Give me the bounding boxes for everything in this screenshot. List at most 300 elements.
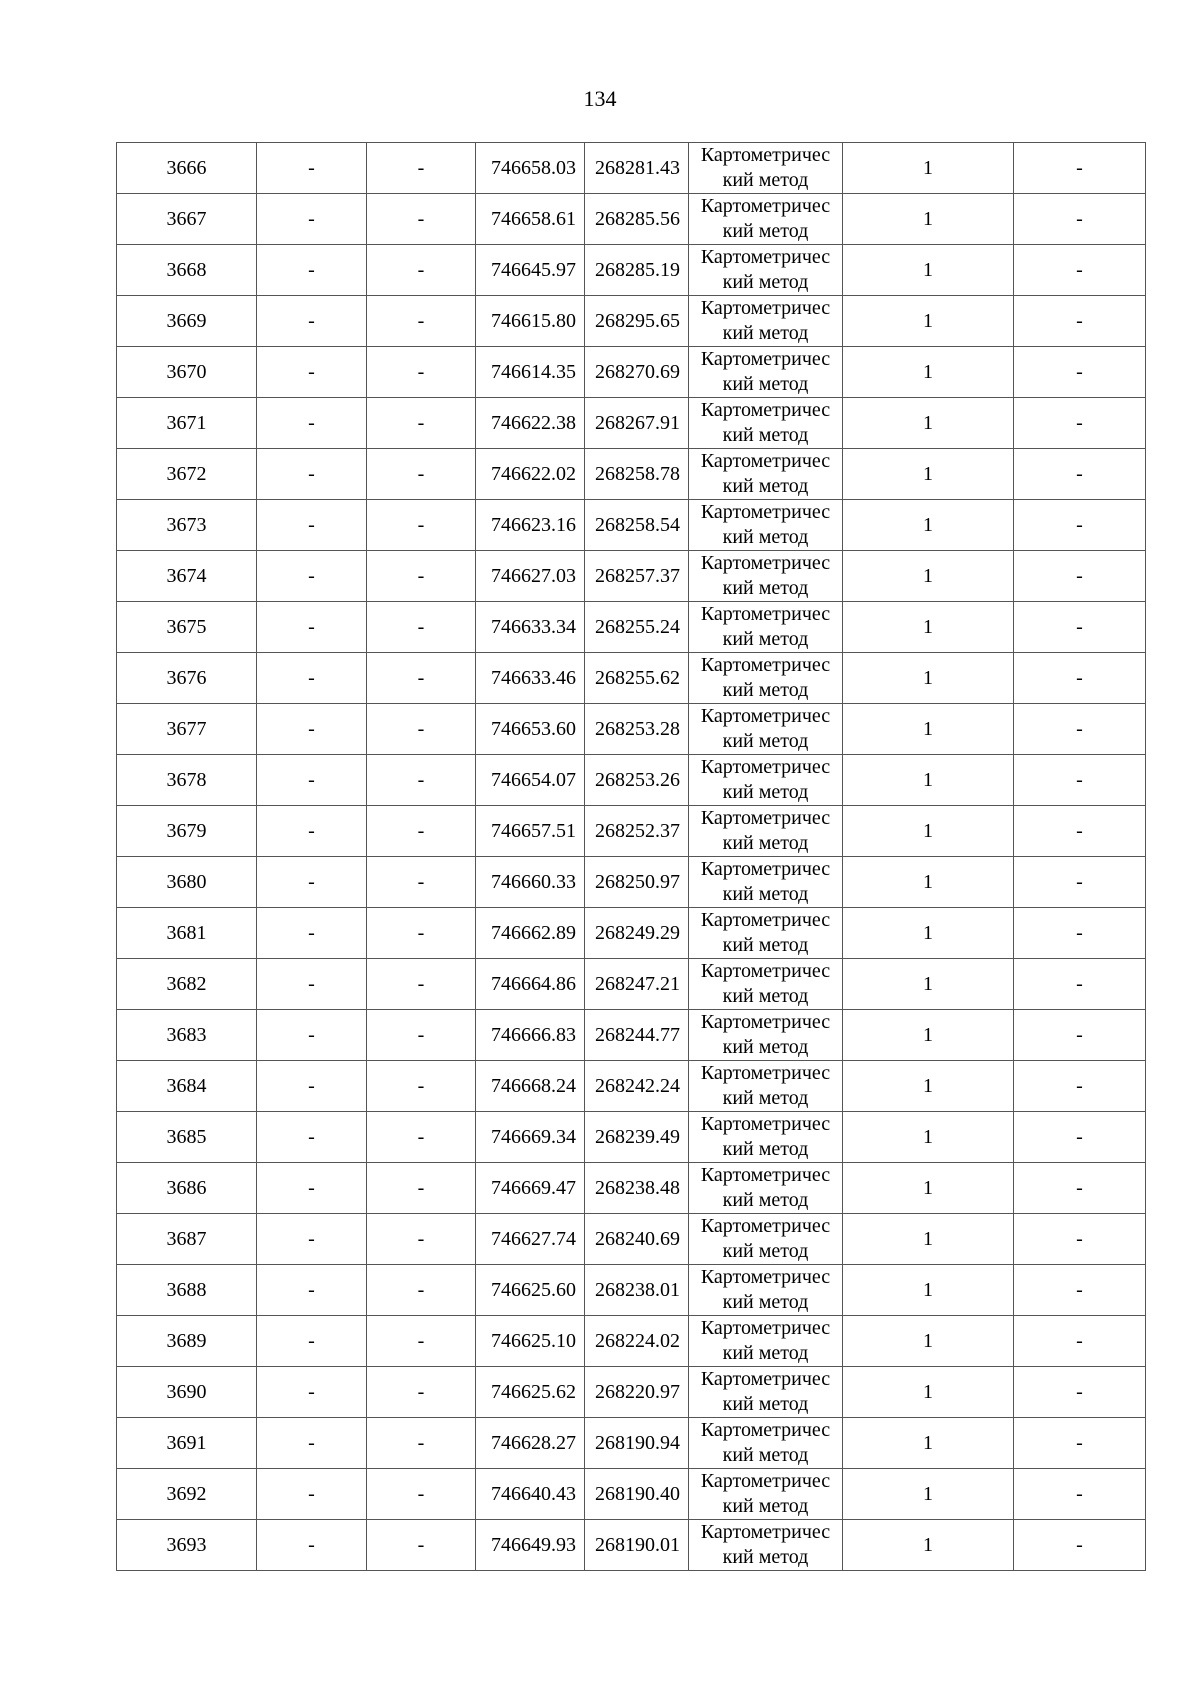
empty-cell: - [1014,347,1146,398]
point-number-cell: 3672 [117,449,257,500]
point-number-cell: 3668 [117,245,257,296]
y-coordinate-cell: 268190.94 [585,1418,689,1469]
table-body [117,143,1146,1571]
method-line-1: Картометричес [700,1521,831,1543]
method-line-1: Картометричес [700,807,831,829]
method-cell [689,1112,843,1163]
method-cell [689,857,843,908]
empty-cell: - [257,500,367,551]
table-row [117,1418,1146,1469]
empty-cell: - [1014,1010,1146,1061]
method-cell [689,602,843,653]
method-line-1: Картометричес [700,654,831,676]
method-line-2: кий метод [722,322,809,344]
method-cell [689,347,843,398]
accuracy-cell: 1 [843,857,1014,908]
table-row [117,398,1146,449]
point-number-cell: 3681 [117,908,257,959]
empty-cell: - [367,194,476,245]
table-row [117,194,1146,245]
point-number-cell: 3689 [117,1316,257,1367]
table-row [117,1469,1146,1520]
accuracy-cell: 1 [843,1163,1014,1214]
point-number-cell: 3678 [117,755,257,806]
accuracy-cell: 1 [843,1010,1014,1061]
x-coordinate-cell: 746658.03 [476,143,585,194]
y-coordinate-cell: 268255.62 [585,653,689,704]
method-line-1: Картометричес [700,246,831,268]
empty-cell: - [367,1469,476,1520]
empty-cell: - [257,1316,367,1367]
empty-cell: - [257,296,367,347]
method-cell [689,143,843,194]
accuracy-cell: 1 [843,245,1014,296]
table-row [117,296,1146,347]
point-number-cell: 3685 [117,1112,257,1163]
empty-cell: - [1014,1214,1146,1265]
method-line-1: Картометричес [700,960,831,982]
accuracy-cell: 1 [843,194,1014,245]
point-number-cell: 3666 [117,143,257,194]
empty-cell: - [257,602,367,653]
empty-cell: - [1014,959,1146,1010]
point-number-cell: 3669 [117,296,257,347]
table-row [117,857,1146,908]
empty-cell: - [257,857,367,908]
y-coordinate-cell: 268240.69 [585,1214,689,1265]
point-number-cell: 3687 [117,1214,257,1265]
accuracy-cell: 1 [843,908,1014,959]
x-coordinate-cell: 746666.83 [476,1010,585,1061]
method-line-2: кий метод [722,985,809,1007]
table-row [117,245,1146,296]
y-coordinate-cell: 268285.56 [585,194,689,245]
y-coordinate-cell: 268190.01 [585,1520,689,1571]
accuracy-cell: 1 [843,755,1014,806]
method-line-2: кий метод [722,475,809,497]
method-line-2: кий метод [722,220,809,242]
x-coordinate-cell: 746614.35 [476,347,585,398]
method-cell [689,1061,843,1112]
empty-cell: - [1014,755,1146,806]
empty-cell: - [1014,806,1146,857]
method-cell [689,500,843,551]
method-cell [689,704,843,755]
empty-cell: - [257,755,367,806]
method-line-2: кий метод [722,577,809,599]
point-number-cell: 3679 [117,806,257,857]
table-row [117,704,1146,755]
x-coordinate-cell: 746623.16 [476,500,585,551]
empty-cell: - [1014,1265,1146,1316]
x-coordinate-cell: 746653.60 [476,704,585,755]
method-line-2: кий метод [722,1393,809,1415]
table-row [117,1061,1146,1112]
x-coordinate-cell: 746654.07 [476,755,585,806]
point-number-cell: 3684 [117,1061,257,1112]
method-cell [689,1265,843,1316]
table-row [117,1112,1146,1163]
accuracy-cell: 1 [843,1367,1014,1418]
y-coordinate-cell: 268270.69 [585,347,689,398]
table-row [117,959,1146,1010]
method-line-1: Картометричес [700,1215,831,1237]
empty-cell: - [367,1316,476,1367]
empty-cell: - [367,857,476,908]
method-line-1: Картометричес [700,144,831,166]
point-number-cell: 3682 [117,959,257,1010]
empty-cell: - [257,1367,367,1418]
table-row [117,602,1146,653]
method-line-2: кий метод [722,883,809,905]
method-line-2: кий метод [722,271,809,293]
point-number-cell: 3677 [117,704,257,755]
table-row [117,1163,1146,1214]
accuracy-cell: 1 [843,1061,1014,1112]
point-number-cell: 3690 [117,1367,257,1418]
method-line-2: кий метод [722,1495,809,1517]
accuracy-cell: 1 [843,704,1014,755]
method-cell [689,1469,843,1520]
table-row [117,143,1146,194]
accuracy-cell: 1 [843,1469,1014,1520]
empty-cell: - [1014,398,1146,449]
table-row [117,1316,1146,1367]
empty-cell: - [257,959,367,1010]
empty-cell: - [367,1520,476,1571]
point-number-cell: 3683 [117,1010,257,1061]
table-row [117,1265,1146,1316]
y-coordinate-cell: 268250.97 [585,857,689,908]
method-line-2: кий метод [722,169,809,191]
point-number-cell: 3688 [117,1265,257,1316]
method-line-1: Картометричес [700,1470,831,1492]
accuracy-cell: 1 [843,296,1014,347]
y-coordinate-cell: 268220.97 [585,1367,689,1418]
method-line-2: кий метод [722,1444,809,1466]
x-coordinate-cell: 746625.62 [476,1367,585,1418]
page-number: 134 [583,86,617,111]
method-line-1: Картометричес [700,1266,831,1288]
method-line-1: Картометричес [700,858,831,880]
x-coordinate-cell: 746627.03 [476,551,585,602]
method-line-2: кий метод [722,1189,809,1211]
accuracy-cell: 1 [843,551,1014,602]
empty-cell: - [1014,653,1146,704]
method-cell [689,1520,843,1571]
empty-cell: - [1014,602,1146,653]
method-line-1: Картометричес [700,552,831,574]
table-row [117,551,1146,602]
method-cell [689,194,843,245]
x-coordinate-cell: 746640.43 [476,1469,585,1520]
empty-cell: - [1014,857,1146,908]
x-coordinate-cell: 746622.02 [476,449,585,500]
accuracy-cell: 1 [843,347,1014,398]
empty-cell: - [367,449,476,500]
point-number-cell: 3671 [117,398,257,449]
empty-cell: - [257,1265,367,1316]
empty-cell: - [367,1061,476,1112]
empty-cell: - [257,143,367,194]
x-coordinate-cell: 746664.86 [476,959,585,1010]
point-number-cell: 3680 [117,857,257,908]
empty-cell: - [257,1214,367,1265]
empty-cell: - [257,1418,367,1469]
empty-cell: - [1014,1367,1146,1418]
table-row [117,1214,1146,1265]
method-line-1: Картометричес [700,1164,831,1186]
empty-cell: - [367,245,476,296]
method-line-1: Картометричес [700,1317,831,1339]
method-line-2: кий метод [722,781,809,803]
empty-cell: - [1014,551,1146,602]
table-row [117,653,1146,704]
x-coordinate-cell: 746645.97 [476,245,585,296]
empty-cell: - [257,245,367,296]
method-cell [689,1163,843,1214]
method-line-2: кий метод [722,424,809,446]
x-coordinate-cell: 746628.27 [476,1418,585,1469]
empty-cell: - [257,551,367,602]
empty-cell: - [1014,1112,1146,1163]
empty-cell: - [257,653,367,704]
method-cell [689,1214,843,1265]
y-coordinate-cell: 268238.48 [585,1163,689,1214]
x-coordinate-cell: 746625.10 [476,1316,585,1367]
method-cell [689,1418,843,1469]
empty-cell: - [1014,1469,1146,1520]
point-number-cell: 3686 [117,1163,257,1214]
empty-cell: - [1014,1418,1146,1469]
empty-cell: - [1014,194,1146,245]
method-line-2: кий метод [722,1240,809,1262]
point-number-cell: 3676 [117,653,257,704]
empty-cell: - [367,704,476,755]
empty-cell: - [367,551,476,602]
table-row [117,1010,1146,1061]
empty-cell: - [367,1265,476,1316]
method-line-1: Картометричес [700,1368,831,1390]
empty-cell: - [257,1061,367,1112]
y-coordinate-cell: 268244.77 [585,1010,689,1061]
table-row [117,500,1146,551]
method-line-2: кий метод [722,730,809,752]
empty-cell: - [367,398,476,449]
accuracy-cell: 1 [843,1214,1014,1265]
empty-cell: - [257,1520,367,1571]
y-coordinate-cell: 268249.29 [585,908,689,959]
y-coordinate-cell: 268252.37 [585,806,689,857]
accuracy-cell: 1 [843,1112,1014,1163]
y-coordinate-cell: 268258.54 [585,500,689,551]
method-line-2: кий метод [722,373,809,395]
empty-cell: - [367,908,476,959]
y-coordinate-cell: 268238.01 [585,1265,689,1316]
accuracy-cell: 1 [843,143,1014,194]
method-cell [689,398,843,449]
method-cell [689,245,843,296]
table-row [117,755,1146,806]
table-row [117,347,1146,398]
method-cell [689,959,843,1010]
accuracy-cell: 1 [843,653,1014,704]
point-number-cell: 3670 [117,347,257,398]
point-number-cell: 3691 [117,1418,257,1469]
empty-cell: - [257,398,367,449]
method-line-2: кий метод [722,1138,809,1160]
point-number-cell: 3673 [117,500,257,551]
point-number-cell: 3692 [117,1469,257,1520]
empty-cell: - [367,959,476,1010]
method-line-1: Картометричес [700,348,831,370]
y-coordinate-cell: 268255.24 [585,602,689,653]
method-line-2: кий метод [722,1546,809,1568]
method-cell [689,653,843,704]
x-coordinate-cell: 746633.46 [476,653,585,704]
empty-cell: - [257,1112,367,1163]
method-line-1: Картометричес [700,1011,831,1033]
empty-cell: - [1014,143,1146,194]
table-row [117,908,1146,959]
method-cell [689,296,843,347]
method-line-1: Картометричес [700,450,831,472]
method-line-1: Картометричес [700,399,831,421]
y-coordinate-cell: 268247.21 [585,959,689,1010]
table-row [117,806,1146,857]
table-row [117,1367,1146,1418]
accuracy-cell: 1 [843,449,1014,500]
empty-cell: - [1014,1316,1146,1367]
method-line-1: Картометричес [700,1113,831,1135]
y-coordinate-cell: 268281.43 [585,143,689,194]
x-coordinate-cell: 746615.80 [476,296,585,347]
y-coordinate-cell: 268239.49 [585,1112,689,1163]
method-cell [689,806,843,857]
x-coordinate-cell: 746649.93 [476,1520,585,1571]
method-line-1: Картометричес [700,705,831,727]
accuracy-cell: 1 [843,398,1014,449]
method-line-1: Картометричес [700,1419,831,1441]
accuracy-cell: 1 [843,806,1014,857]
point-number-cell: 3693 [117,1520,257,1571]
empty-cell: - [367,1112,476,1163]
accuracy-cell: 1 [843,1520,1014,1571]
method-cell [689,908,843,959]
accuracy-cell: 1 [843,959,1014,1010]
method-line-1: Картометричес [700,756,831,778]
method-line-1: Картометричес [700,195,831,217]
y-coordinate-cell: 268242.24 [585,1061,689,1112]
y-coordinate-cell: 268258.78 [585,449,689,500]
method-line-1: Картометричес [700,909,831,931]
empty-cell: - [257,806,367,857]
empty-cell: - [257,908,367,959]
accuracy-cell: 1 [843,602,1014,653]
method-line-2: кий метод [722,526,809,548]
x-coordinate-cell: 746662.89 [476,908,585,959]
method-line-2: кий метод [722,934,809,956]
table-row [117,449,1146,500]
method-cell [689,1010,843,1061]
accuracy-cell: 1 [843,1265,1014,1316]
x-coordinate-cell: 746627.74 [476,1214,585,1265]
x-coordinate-cell: 746668.24 [476,1061,585,1112]
coordinates-table [116,142,1146,1571]
empty-cell: - [367,500,476,551]
x-coordinate-cell: 746669.34 [476,1112,585,1163]
empty-cell: - [1014,296,1146,347]
empty-cell: - [367,1214,476,1265]
y-coordinate-cell: 268253.28 [585,704,689,755]
empty-cell: - [1014,704,1146,755]
empty-cell: - [1014,500,1146,551]
method-line-2: кий метод [722,679,809,701]
empty-cell: - [1014,1163,1146,1214]
empty-cell: - [367,143,476,194]
x-coordinate-cell: 746660.33 [476,857,585,908]
method-cell [689,1316,843,1367]
empty-cell: - [1014,1061,1146,1112]
empty-cell: - [367,1010,476,1061]
x-coordinate-cell: 746622.38 [476,398,585,449]
empty-cell: - [257,1163,367,1214]
method-line-2: кий метод [722,1087,809,1109]
method-line-1: Картометричес [700,603,831,625]
empty-cell: - [367,296,476,347]
x-coordinate-cell: 746625.60 [476,1265,585,1316]
x-coordinate-cell: 746669.47 [476,1163,585,1214]
method-line-2: кий метод [722,628,809,650]
accuracy-cell: 1 [843,1316,1014,1367]
empty-cell: - [1014,449,1146,500]
y-coordinate-cell: 268257.37 [585,551,689,602]
empty-cell: - [257,704,367,755]
method-line-2: кий метод [722,832,809,854]
method-line-1: Картометричес [700,297,831,319]
y-coordinate-cell: 268224.02 [585,1316,689,1367]
y-coordinate-cell: 268253.26 [585,755,689,806]
empty-cell: - [257,449,367,500]
empty-cell: - [367,806,476,857]
point-number-cell: 3675 [117,602,257,653]
empty-cell: - [1014,908,1146,959]
method-line-2: кий метод [722,1342,809,1364]
method-line-2: кий метод [722,1036,809,1058]
method-cell [689,551,843,602]
method-line-1: Картометричес [700,501,831,523]
y-coordinate-cell: 268190.40 [585,1469,689,1520]
empty-cell: - [367,1367,476,1418]
x-coordinate-cell: 746633.34 [476,602,585,653]
empty-cell: - [367,602,476,653]
point-number-cell: 3674 [117,551,257,602]
x-coordinate-cell: 746658.61 [476,194,585,245]
empty-cell: - [1014,1520,1146,1571]
method-line-1: Картометричес [700,1062,831,1084]
y-coordinate-cell: 268295.65 [585,296,689,347]
empty-cell: - [367,1163,476,1214]
method-cell [689,1367,843,1418]
method-cell [689,449,843,500]
empty-cell: - [367,1418,476,1469]
empty-cell: - [257,194,367,245]
empty-cell: - [257,347,367,398]
empty-cell: - [367,653,476,704]
empty-cell: - [367,347,476,398]
y-coordinate-cell: 268285.19 [585,245,689,296]
empty-cell: - [367,755,476,806]
